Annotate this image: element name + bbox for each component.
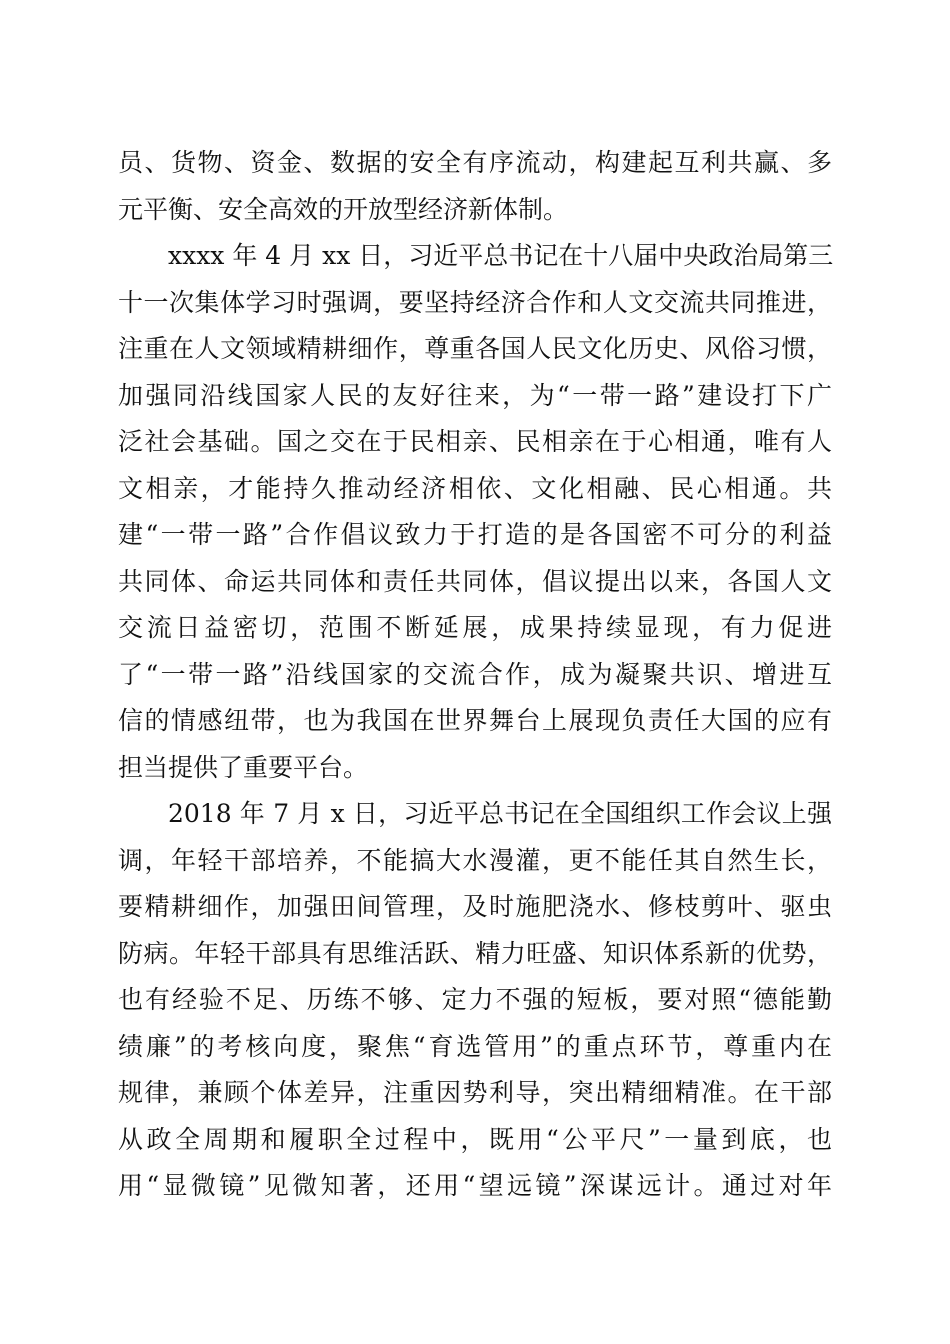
text-line: 文相亲，才能持久推动经济相依、文化相融、民心相通。共 [118,473,832,503]
text-line: 用“显微镜”见微知著，还用“望远镜”深谋远计。通过对年 [118,1171,832,1200]
document-body [118,140,832,1210]
text-line: 元平衡、安全高效的开放型经济新体制。 [118,194,569,224]
text-line: 规律，兼顾个体差异，注重因势利导，突出精细精准。在干部 [118,1078,832,1107]
text-line: 要精耕细作，加强田间管理，及时施肥浇水、修枝剪叶、驱虫 [118,892,832,921]
text-line: 交流日益密切，范围不断延展，成果持续显现，有力促进 [118,613,832,642]
text-line: 加强同沿线国家人民的友好往来，为“一带一路”建设打下广 [118,380,832,410]
text-line: 也有经验不足、历练不够、定力不强的短板，要对照“德能勤 [118,985,832,1014]
text-line: 信的情感纽带，也为我国在世界舞台上展现负责任大国的应有 [118,706,832,735]
text-line: 泛社会基础。国之交在于民相亲、民相亲在于心相通，唯有人 [118,427,832,456]
text-line: 防病。年轻干部具有思维活跃、精力旺盛、知识体系新的优势， [118,938,832,968]
text-line: 员、货物、资金、数据的安全有序流动，构建起互利共赢、多 [118,148,832,177]
text-line: 担当提供了重要平台。 [118,752,369,782]
text-line: 2018 年 7 月 x 日，习近平总书记在全国组织工作会议上强 [168,799,832,828]
text-line: 建“一带一路”合作倡议致力于打造的是各国密不可分的利益 [118,520,832,549]
text-line: 共同体、命运共同体和责任共同体，倡议提出以来，各国人文 [118,566,832,596]
text-line: 注重在人文领域精耕细作，尊重各国人民文化历史、风俗习惯， [118,334,832,363]
text-line: 了“一带一路”沿线国家的交流合作，成为凝聚共识、增进互 [118,659,832,689]
text-line: 调，年轻干部培养，不能搞大水漫灌，更不能任其自然生长， [118,845,832,875]
text-line: xxxx 年 4 月 xx 日，习近平总书记在十八届中央政治局第三 [168,241,834,270]
text-line: 从政全周期和履职全过程中，既用“公平尺”一量到底，也 [118,1124,832,1154]
text-line: 十一次集体学习时强调，要坚持经济合作和人文交流共同推进， [118,287,832,317]
text-line: 绩廉”的考核向度，聚焦“育选管用”的重点环节，尊重内在 [118,1031,832,1061]
